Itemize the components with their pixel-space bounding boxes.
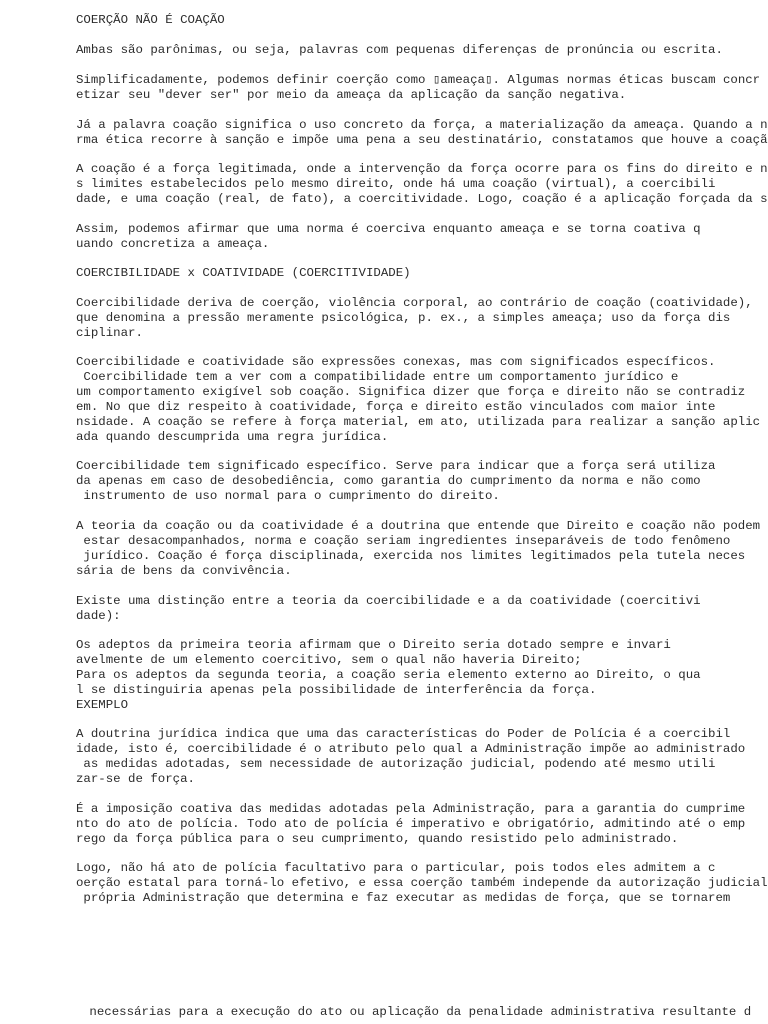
document-page xyxy=(76,0,768,1024)
text-line: dade): xyxy=(76,609,121,623)
text-line: Logo, não há ato de polícia facultativo para o particular, pois todos eles admitem a c xyxy=(76,861,716,875)
document-title: COERÇÃO NÃO É COAÇÃO xyxy=(76,13,225,27)
text-line: as medidas adotadas, sem necessidade de autorização judicial, podendo até mesmo utili xyxy=(76,757,716,771)
text-line: oerção estatal para torná-lo efetivo, e essa coerção também independe da autorização judicial xyxy=(76,876,768,890)
text-line: avelmente de um elemento coercitivo, sem o qual não haveria Direito; xyxy=(76,653,582,667)
text-line: Coercibilidade e coatividade são expressões conexas, mas com significados específicos. xyxy=(76,355,716,369)
text-line: ciplinar. xyxy=(76,326,143,340)
text-line: Assim, podemos afirmar que uma norma é coerciva enquanto ameaça e se torna coativa q xyxy=(76,222,701,236)
text-line: um comportamento exigível sob coação. Significa dizer que força e direito não se contradiz xyxy=(76,385,746,399)
text-line: em. No que diz respeito à coatividade, força e direito estão vinculados com maior inte xyxy=(76,400,716,414)
text-line: ada quando descumprida uma regra jurídica. xyxy=(76,430,389,444)
text-line: Ambas são parônimas, ou seja, palavras com pequenas diferenças de pronúncia ou escrita. xyxy=(76,43,723,57)
text-line: A doutrina jurídica indica que uma das características do Poder de Polícia é a coercibil xyxy=(76,727,731,741)
text-line: rma ética recorre à sanção e impõe uma pena a seu destinatário, constatamos que houve a coaçã xyxy=(76,133,768,147)
text-line: s limites estabelecidos pelo mesmo direito, onde há uma coação (virtual), a coercibili xyxy=(76,177,716,191)
text-line: sária de bens da convivência. xyxy=(76,564,292,578)
text-line: instrumento de uso normal para o cumprimento do direito. xyxy=(76,489,500,503)
text-line: Coercibilidade tem a ver com a compatibilidade entre um comportamento jurídico e xyxy=(76,370,679,384)
text-line: É a imposição coativa das medidas adotadas pela Administração, para a garantia do cumprime xyxy=(76,802,746,816)
text-line: Coercibilidade deriva de coerção, violência corporal, ao contrário de coação (coatividade), xyxy=(76,296,753,310)
section-heading: EXEMPLO xyxy=(76,698,129,712)
text-line: zar-se de força. xyxy=(76,772,195,786)
text-line: da apenas em caso de desobediência, como garantia do cumprimento da norma e não como xyxy=(76,474,701,488)
text-line: dade, e uma coação (real, de fato), a coercitividade. Logo, coação é a aplicação forçada da s xyxy=(76,192,768,206)
text-line: necessárias para a execução do ato ou aplicação da penalidade administrativa resultante d xyxy=(82,1005,752,1019)
text-line: Simplificadamente, podemos definir coerção como ▯ameaça▯. Algumas normas éticas buscam concr xyxy=(76,73,761,87)
text-line: nsidade. A coação se refere à força material, em ato, utilizada para realizar a sanção aplic xyxy=(76,415,761,429)
text-line: idade, isto é, coercibilidade é o atributo pelo qual a Administração impõe ao administrado xyxy=(76,742,746,756)
text-line: jurídico. Coação é força disciplinada, exercida nos limites legitimados pela tutela neces xyxy=(76,549,746,563)
text-line: própria Administração que determina e faz executar as medidas de força, que se tornarem xyxy=(76,891,731,905)
text-line: Existe uma distinção entre a teoria da coercibilidade e a da coatividade (coercitivi xyxy=(76,594,701,608)
section-heading: COERCIBILIDADE x COATIVIDADE (COERCITIVIDADE) xyxy=(76,266,411,280)
text-line: uando concretiza a ameaça. xyxy=(76,237,270,251)
text-line: A coação é a força legitimada, onde a intervenção da força ocorre para os fins do direito e n xyxy=(76,162,768,176)
text-line: A teoria da coação ou da coatividade é a doutrina que entende que Direito e coação não podem xyxy=(76,519,761,533)
text-line: estar desacompanhados, norma e coação seriam ingredientes inseparáveis de todo fenômeno xyxy=(76,534,731,548)
text-line: nto do ato de polícia. Todo ato de polícia é imperativo e obrigatório, admitindo até o emp xyxy=(76,817,746,831)
text-line: Para os adeptos da segunda teoria, a coação seria elemento externo ao Direito, o qua xyxy=(76,668,701,682)
text-line: que denomina a pressão meramente psicológica, p. ex., a simples ameaça; uso da força dis xyxy=(76,311,731,325)
text-line: rego da força pública para o seu cumprimento, quando resistido pelo administrado. xyxy=(76,832,679,846)
text-line: Coercibilidade tem significado específico. Serve para indicar que a força será utiliza xyxy=(76,459,716,473)
text-line: Já a palavra coação significa o uso concreto da força, a materialização da ameaça. Quando a n xyxy=(76,118,768,132)
text-line: etizar seu "dever ser" por meio da ameaça da aplicação da sanção negativa. xyxy=(76,88,627,102)
text-line: Os adeptos da primeira teoria afirmam que o Direito seria dotado sempre e invari xyxy=(76,638,671,652)
text-line: l se distinguiria apenas pela possibilidade de interferência da força. xyxy=(76,683,597,697)
